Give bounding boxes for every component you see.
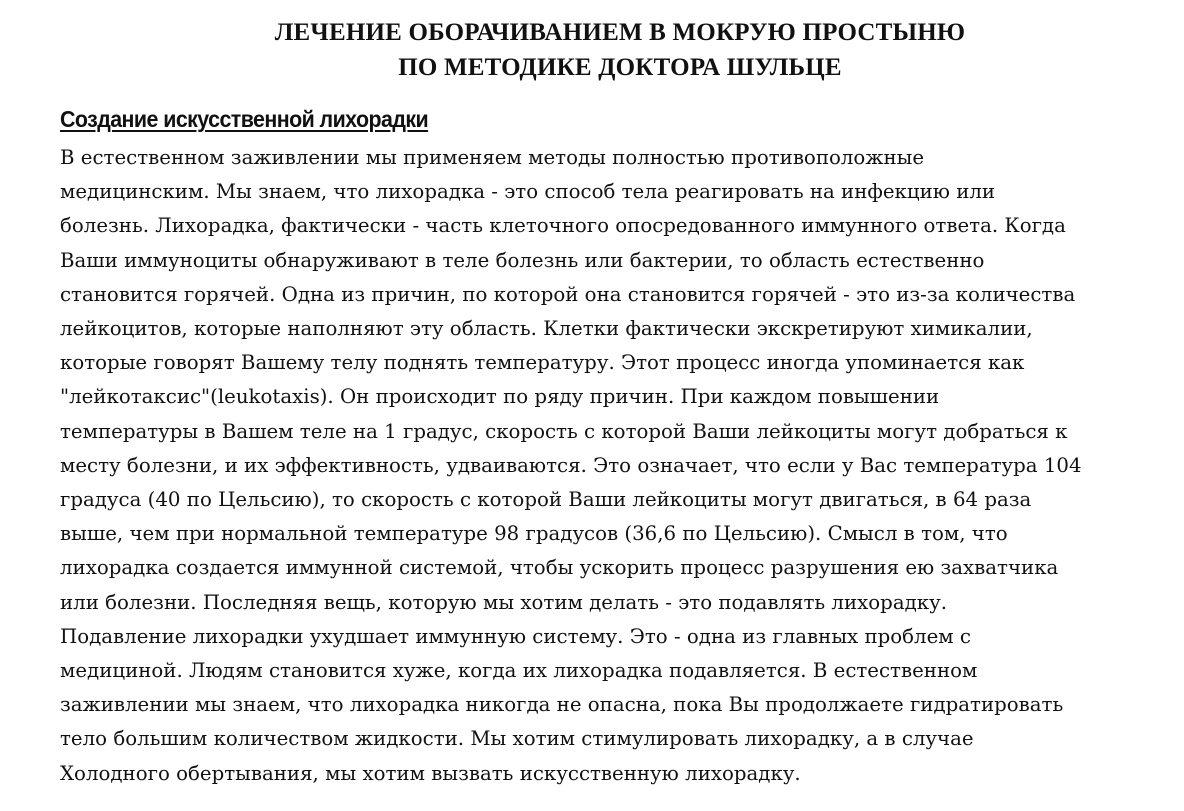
body-line: медицинским. Мы знаем, что лихорадка - это способ тела реагировать на инфекцию или	[60, 179, 996, 204]
body-line: "лейкотаксис"(leukotaxis). Он происходит по ряду причин. При каждом повышении	[60, 384, 940, 409]
body-line: Подавление лихорадки ухудшает иммунную систему. Это - одна из главных проблем с	[60, 623, 971, 648]
body-line: лихорадка создается иммунной системой, чтобы ускорить процесс разрушения ею захватчика	[60, 555, 1059, 580]
body-line: или болезни. Последняя вещь, которую мы хотим делать - это подавлять лихорадку.	[60, 589, 948, 614]
body-line: В естественном заживлении мы применяем методы полностью противоположные	[60, 145, 925, 169]
body-line: которые говорят Вашему телу поднять температуру. Этот процесс иногда упоминается как	[60, 350, 1025, 375]
body-line: болезнь. Лихорадка, фактически - часть клеточного опосредованного иммунного ответа. Когда	[60, 213, 1066, 238]
document-title-line-2: ПО МЕТОДИКЕ ДОКТОРА ШУЛЬЦЕ	[398, 54, 842, 81]
section-heading: Создание искусственной лихорадки	[60, 106, 429, 132]
body-line: выше, чем при нормальной температуре 98 градусов (36,6 по Цельсию). Смысл в том, что	[60, 521, 1008, 546]
body-line: медициной. Людям становится хуже, когда их лихорадка подавляется. В естественном	[60, 658, 978, 683]
body-line: Ваши иммуноциты обнаруживают в теле болезнь или бактерии, то область естественно	[60, 247, 985, 272]
body-line: тело большим количеством жидкости. Мы хотим стимулировать лихорадку, а в случае	[60, 726, 974, 751]
body-line: заживлении мы знаем, что лихорадка никогда не опасна, пока Вы продолжаете гидратировать	[60, 692, 1064, 717]
body-paragraph	[60, 140, 1184, 790]
body-line: градуса (40 по Цельсию), то скорость с которой Ваши лейкоциты могут двигаться, в 64 раза	[60, 487, 1032, 512]
body-line: лейкоцитов, которые наполняют эту область. Клетки фактически экскретируют химикалии,	[60, 316, 1033, 341]
body-line: месту болезни, и их эффективность, удваиваются. Это означает, что если у Вас температура 104	[60, 452, 1082, 477]
body-line: становится горячей. Одна из причин, по которой она становится горячей - это из-за количества	[60, 281, 1076, 306]
body-line: температуры в Вашем теле на 1 градус, скорость с которой Ваши лейкоциты могут добраться к	[60, 418, 1068, 443]
body-line: Холодного обертывания, мы хотим вызвать искусственную лихорадку.	[60, 760, 801, 785]
document-title-line-1: ЛЕЧЕНИЕ ОБОРАЧИВАНИЕМ В МОКРУЮ ПРОСТЫНЮ	[274, 19, 966, 46]
